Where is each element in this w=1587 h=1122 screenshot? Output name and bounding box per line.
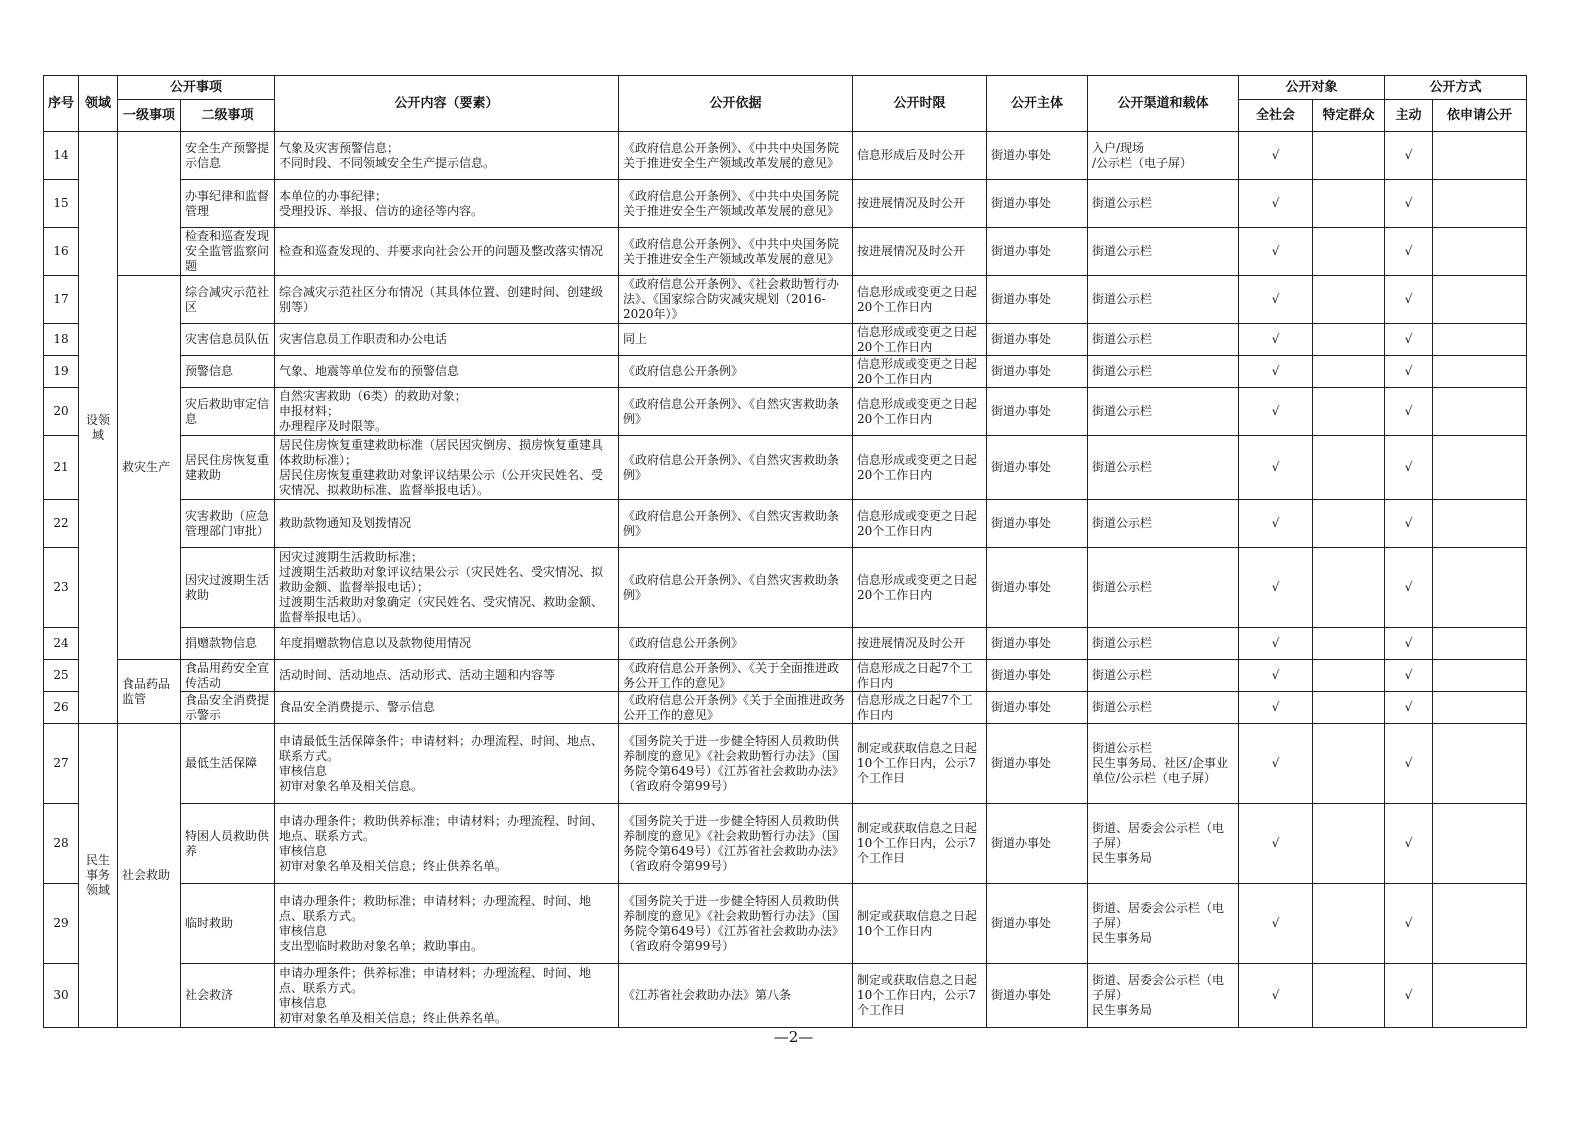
level2-cell: 特困人员救助供养 [181,804,275,884]
table-body [44,132,1527,1028]
level1-cell: 救灾生产 [118,276,181,660]
target-specific-check [1313,276,1385,324]
domain-cell: 设领域 [79,132,118,724]
table-row [44,548,1527,628]
subject-cell: 街道办事处 [987,228,1088,276]
target-specific-check [1313,628,1385,660]
content-cell: 气象、地震等单位发布的预警信息 [275,356,619,388]
level2-cell: 食品用药安全宣传活动 [181,660,275,692]
time-limit-cell: 信息形成后及时公开 [853,132,987,180]
method-active-check: √ [1385,548,1433,628]
content-cell: 综合减灾示范社区分布情况（其具体位置、创建时间、创建级别等） [275,276,619,324]
level2-cell: 居民住房恢复重建救助 [181,436,275,500]
target-specific-check [1313,964,1385,1028]
disclosure-table [43,75,1527,1028]
basis-cell: 《政府信息公开条例》 [619,356,853,388]
channel-cell: 街道公示栏 [1088,180,1239,228]
channel-cell: 街道公示栏 [1088,692,1239,724]
header-method-group: 公开方式 [1385,76,1527,100]
level2-cell: 捐赠款物信息 [181,628,275,660]
row-number: 23 [44,548,79,628]
subject-cell: 街道办事处 [987,964,1088,1028]
channel-cell: 街道、居委会公示栏（电子屏） 民生事务局 [1088,964,1239,1028]
row-number: 29 [44,884,79,964]
row-number: 21 [44,436,79,500]
table-row [44,132,1527,180]
method-active-check: √ [1385,724,1433,804]
method-active-check: √ [1385,692,1433,724]
method-apply-check [1433,964,1527,1028]
target-all-check: √ [1239,500,1313,548]
subject-cell: 街道办事处 [987,692,1088,724]
target-all-check: √ [1239,228,1313,276]
method-apply-check [1433,388,1527,436]
time-limit-cell: 信息形成或变更之日起20个工作日内 [853,500,987,548]
header-level1: 一级事项 [118,100,181,132]
target-specific-check [1313,132,1385,180]
method-apply-check [1433,884,1527,964]
level1-cell [118,132,181,276]
table-row [44,884,1527,964]
subject-cell: 街道办事处 [987,804,1088,884]
channel-cell: 街道公示栏 [1088,324,1239,356]
basis-cell: 《政府信息公开条例》、《自然灾害救助条例》 [619,500,853,548]
channel-cell: 街道公示栏 [1088,436,1239,500]
target-all-check: √ [1239,180,1313,228]
content-cell: 检查和巡查发现的、并要求向社会公开的问题及整改落实情况 [275,228,619,276]
time-limit-cell: 制定或获取信息之日起10个工作日内 [853,884,987,964]
target-specific-check [1313,180,1385,228]
method-apply-check [1433,660,1527,692]
row-number: 14 [44,132,79,180]
target-specific-check [1313,692,1385,724]
target-all-check: √ [1239,548,1313,628]
header-target-group: 公开对象 [1239,76,1385,100]
channel-cell: 街道公示栏 民生事务局、社区/企事业单位/公示栏（电子屏） [1088,724,1239,804]
time-limit-cell: 信息形成或变更之日起20个工作日内 [853,388,987,436]
method-active-check: √ [1385,132,1433,180]
subject-cell: 街道办事处 [987,500,1088,548]
time-limit-cell: 信息形成或变更之日起20个工作日内 [853,436,987,500]
level2-cell: 因灾过渡期生活救助 [181,548,275,628]
method-apply-check [1433,500,1527,548]
table-row [44,436,1527,500]
channel-cell: 街道公示栏 [1088,628,1239,660]
subject-cell: 街道办事处 [987,660,1088,692]
subject-cell: 街道办事处 [987,724,1088,804]
subject-cell: 街道办事处 [987,180,1088,228]
channel-cell: 街道公示栏 [1088,500,1239,548]
time-limit-cell: 按进展情况及时公开 [853,628,987,660]
subject-cell: 街道办事处 [987,132,1088,180]
target-all-check: √ [1239,884,1313,964]
basis-cell: 《政府信息公开条例》、《社会救助暂行办法》、《国家综合防灾减灾规划（2016-2020年）》 [619,276,853,324]
method-active-check: √ [1385,228,1433,276]
channel-cell: 街道公示栏 [1088,228,1239,276]
header-target-specific: 特定群众 [1313,100,1385,132]
level2-cell: 安全生产预警提示信息 [181,132,275,180]
target-all-check: √ [1239,388,1313,436]
method-apply-check [1433,132,1527,180]
content-cell: 自然灾害救助（6类）的救助对象； 申报材料； 办理程序及时限等。 [275,388,619,436]
row-number: 15 [44,180,79,228]
method-active-check: √ [1385,884,1433,964]
method-apply-check [1433,804,1527,884]
target-all-check: √ [1239,356,1313,388]
basis-cell: 《国务院关于进一步健全特困人员救助供养制度的意见》《社会救助暂行办法》（国务院令第649号）《江苏省社会救助办法》（省政府令第99号） [619,804,853,884]
target-specific-check [1313,548,1385,628]
header-subject: 公开主体 [987,76,1088,132]
method-apply-check [1433,628,1527,660]
target-specific-check [1313,388,1385,436]
content-cell: 救助款物通知及划拨情况 [275,500,619,548]
basis-cell: 《政府信息公开条例》 [619,628,853,660]
subject-cell: 街道办事处 [987,356,1088,388]
basis-cell: 《政府信息公开条例》、《中共中央国务院关于推进安全生产领域改革发展的意见》 [619,180,853,228]
target-all-check: √ [1239,660,1313,692]
level2-cell: 灾害信息员队伍 [181,324,275,356]
row-number: 18 [44,324,79,356]
time-limit-cell: 信息形成或变更之日起20个工作日内 [853,356,987,388]
header-method-apply: 依申请公开 [1433,100,1527,132]
time-limit-cell: 信息形成或变更之日起20个工作日内 [853,276,987,324]
target-all-check: √ [1239,804,1313,884]
row-number: 19 [44,356,79,388]
level2-cell: 预警信息 [181,356,275,388]
subject-cell: 街道办事处 [987,884,1088,964]
method-active-check: √ [1385,500,1433,548]
method-active-check: √ [1385,628,1433,660]
method-apply-check [1433,324,1527,356]
row-number: 16 [44,228,79,276]
level2-cell: 灾害救助（应急管理部门审批） [181,500,275,548]
table-row [44,964,1527,1028]
row-number: 24 [44,628,79,660]
target-all-check: √ [1239,436,1313,500]
method-active-check: √ [1385,180,1433,228]
subject-cell: 街道办事处 [987,548,1088,628]
target-specific-check [1313,884,1385,964]
subject-cell: 街道办事处 [987,324,1088,356]
header-domain: 领域 [79,76,118,132]
target-specific-check [1313,500,1385,548]
level1-cell: 食品药品监管 [118,660,181,724]
row-number: 17 [44,276,79,324]
row-number: 30 [44,964,79,1028]
time-limit-cell: 制定或获取信息之日起10个工作日内，公示7个工作日 [853,964,987,1028]
table-row [44,356,1527,388]
target-all-check: √ [1239,132,1313,180]
channel-cell: 街道公示栏 [1088,388,1239,436]
method-active-check: √ [1385,388,1433,436]
method-apply-check [1433,724,1527,804]
target-all-check: √ [1239,276,1313,324]
header-target-all: 全社会 [1239,100,1313,132]
content-cell: 申请办理条件；救助供养标准；申请材料；办理流程、时间、地点、联系方式。 审核信息 初审对象名单及相关信息；终止供养名单。 [275,804,619,884]
method-apply-check [1433,180,1527,228]
channel-cell: 入户/现场 /公示栏（电子屏） [1088,132,1239,180]
target-all-check: √ [1239,628,1313,660]
channel-cell: 街道、居委会公示栏（电子屏） 民生事务局 [1088,804,1239,884]
level2-cell: 食品安全消费提示警示 [181,692,275,724]
subject-cell: 街道办事处 [987,436,1088,500]
basis-cell: 《政府信息公开条例》、《自然灾害救助条例》 [619,388,853,436]
target-all-check: √ [1239,964,1313,1028]
channel-cell: 街道公示栏 [1088,356,1239,388]
level2-cell: 检查和巡查发现安全监管监察问题 [181,228,275,276]
method-active-check: √ [1385,324,1433,356]
header-content: 公开内容（要素） [275,76,619,132]
time-limit-cell: 按进展情况及时公开 [853,180,987,228]
content-cell: 灾害信息员工作职责和办公电话 [275,324,619,356]
basis-cell: 《政府信息公开条例》、《自然灾害救助条例》 [619,436,853,500]
target-specific-check [1313,228,1385,276]
time-limit-cell: 信息形成或变更之日起20个工作日内 [853,548,987,628]
row-number: 25 [44,660,79,692]
level2-cell: 综合减灾示范社区 [181,276,275,324]
basis-cell: 同上 [619,324,853,356]
table-row [44,388,1527,436]
time-limit-cell: 信息形成之日起7个工作日内 [853,660,987,692]
method-apply-check [1433,276,1527,324]
method-active-check: √ [1385,964,1433,1028]
target-specific-check [1313,660,1385,692]
method-active-check: √ [1385,804,1433,884]
time-limit-cell: 信息形成或变更之日起20个工作日内 [853,324,987,356]
table-row [44,500,1527,548]
level2-cell: 社会救济 [181,964,275,1028]
content-cell: 申请办理条件；供养标准；申请材料；办理流程、时间、地点、联系方式。 审核信息 初审对象名单及相关信息；终止供养名单。 [275,964,619,1028]
method-apply-check [1433,228,1527,276]
basis-cell: 《政府信息公开条例》、《关于全面推进政务公开工作的意见》 [619,660,853,692]
method-apply-check [1433,436,1527,500]
header-seq: 序号 [44,76,79,132]
time-limit-cell: 制定或获取信息之日起10个工作日内，公示7个工作日 [853,724,987,804]
table-row [44,276,1527,324]
target-specific-check [1313,356,1385,388]
target-all-check: √ [1239,324,1313,356]
content-cell: 本单位的办事纪律； 受理投诉、举报、信访的途径等内容。 [275,180,619,228]
target-all-check: √ [1239,724,1313,804]
method-apply-check [1433,692,1527,724]
content-cell: 气象及灾害预警信息； 不同时段、不同领域安全生产提示信息。 [275,132,619,180]
content-cell: 食品安全消费提示、警示信息 [275,692,619,724]
target-specific-check [1313,724,1385,804]
table-header [44,76,1527,132]
table-row [44,804,1527,884]
target-specific-check [1313,804,1385,884]
header-level2: 二级事项 [181,100,275,132]
basis-cell: 《政府信息公开条例》、《自然灾害救助条例》 [619,548,853,628]
level2-cell: 办事纪律和监督管理 [181,180,275,228]
row-number: 27 [44,724,79,804]
content-cell: 申请最低生活保障条件；申请材料；办理流程、时间、地点、联系方式。 审核信息 初审对象名单及相关信息。 [275,724,619,804]
level2-cell: 最低生活保障 [181,724,275,804]
row-number: 22 [44,500,79,548]
time-limit-cell: 按进展情况及时公开 [853,228,987,276]
basis-cell: 《国务院关于进一步健全特困人员救助供养制度的意见》《社会救助暂行办法》（国务院令第649号）《江苏省社会救助办法》（省政府令第99号） [619,884,853,964]
level2-cell: 灾后救助审定信息 [181,388,275,436]
channel-cell: 街道公示栏 [1088,276,1239,324]
row-number: 26 [44,692,79,724]
basis-cell: 《国务院关于进一步健全特困人员救助供养制度的意见》《社会救助暂行办法》（国务院令第649号）《江苏省社会救助办法》（省政府令第99号） [619,724,853,804]
channel-cell: 街道公示栏 [1088,548,1239,628]
row-number: 28 [44,804,79,884]
method-active-check: √ [1385,276,1433,324]
method-active-check: √ [1385,356,1433,388]
basis-cell: 《政府信息公开条例》、《中共中央国务院关于推进安全生产领域改革发展的意见》 [619,228,853,276]
time-limit-cell: 制定或获取信息之日起10个工作日内，公示7个工作日 [853,804,987,884]
header-channel: 公开渠道和载体 [1088,76,1239,132]
table-row [44,324,1527,356]
basis-cell: 《江苏省社会救助办法》第八条 [619,964,853,1028]
subject-cell: 街道办事处 [987,276,1088,324]
content-cell: 居民住房恢复重建救助标准（居民因灾倒房、损房恢复重建具体救助标准）； 居民住房恢复重建救助对象评议结果公示（公开灾民姓名、受灾情况、拟救助标准、监督举报电话）。 [275,436,619,500]
subject-cell: 街道办事处 [987,388,1088,436]
channel-cell: 街道、居委会公示栏（电子屏） 民生事务局 [1088,884,1239,964]
target-specific-check [1313,324,1385,356]
method-active-check: √ [1385,660,1433,692]
table-row [44,628,1527,660]
header-method-active: 主动 [1385,100,1433,132]
content-cell: 申请办理条件；救助标准；申请材料；办理流程、时间、地点、联系方式。 审核信息 支出型临时救助对象名单；救助事由。 [275,884,619,964]
table-row [44,692,1527,724]
table-row [44,724,1527,804]
content-cell: 因灾过渡期生活救助标准； 过渡期生活救助对象评议结果公示（灾民姓名、受灾情况、拟救助金额、监督举报电话）； 过渡期生活救助对象确定（灾民姓名、受灾情况、救助金额、监督举报电话）。 [275,548,619,628]
content-cell: 活动时间、活动地点、活动形式、活动主题和内容等 [275,660,619,692]
level2-cell: 临时救助 [181,884,275,964]
header-basis: 公开依据 [619,76,853,132]
method-apply-check [1433,356,1527,388]
subject-cell: 街道办事处 [987,628,1088,660]
domain-cell: 民生事务领域 [79,724,118,1028]
target-all-check: √ [1239,692,1313,724]
table-row [44,180,1527,228]
channel-cell: 街道公示栏 [1088,660,1239,692]
header-items-group: 公开事项 [118,76,275,100]
page-number: —2— [773,1028,814,1046]
row-number: 20 [44,388,79,436]
basis-cell: 《政府信息公开条例》、《中共中央国务院关于推进安全生产领域改革发展的意见》 [619,132,853,180]
method-active-check: √ [1385,436,1433,500]
time-limit-cell: 信息形成之日起7个工作日内 [853,692,987,724]
level1-cell: 社会救助 [118,724,181,1028]
header-time-limit: 公开时限 [853,76,987,132]
method-apply-check [1433,548,1527,628]
target-specific-check [1313,436,1385,500]
content-cell: 年度捐赠款物信息以及款物使用情况 [275,628,619,660]
table-row [44,228,1527,276]
basis-cell: 《政府信息公开条例》《关于全面推进政务公开工作的意见》 [619,692,853,724]
table-row [44,660,1527,692]
